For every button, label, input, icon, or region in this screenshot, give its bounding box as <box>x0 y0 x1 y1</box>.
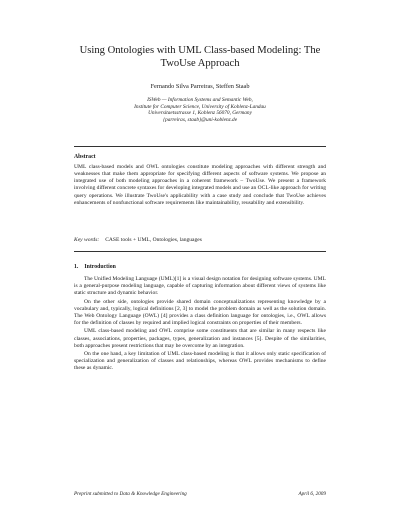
section-title: Introduction <box>84 264 116 270</box>
title-line-2: TwoUse Approach <box>160 58 240 69</box>
abstract-body <box>74 164 326 207</box>
keywords-label: Key words: <box>74 237 100 243</box>
affiliation-line: Universitaetsstrasse 1, Koblenz 56070, Germany <box>148 110 252 117</box>
affiliation-line: ISWeb — Information Systems and Semantic Web, <box>147 97 253 103</box>
section-number: 1. <box>74 264 79 270</box>
footer-submission-note: Preprint submitted to Data & Knowledge Engineering <box>74 491 187 497</box>
abstract-top-rule <box>74 146 326 147</box>
paragraph: UML class-based modeling and OWL comprise some constituents that are similar in many respects like classes, associations, properties, packages, types, generalization and instances [5]. Despite of the similarities, both approaches present restrictions that may be overcome by an integration. <box>74 328 326 349</box>
paragraph: On the other side, ontologies provide shared domain conceptualizations representing knowledge by a vocabulary and, typically, logical definitions [2, 3] to model the problem domain as well as the solution domain. The Web Ontology Language (OWL) [4] provides a class definition language for ontologies, i.e., OWL allows for the definition of classes by required and implied logical constraints on properties of their members. <box>74 298 326 327</box>
paper-title <box>60 44 340 70</box>
paragraph: On the one hand, a key limitation of UML class-based modeling is that it allows only static specification of specialization and generalization of classes and relationships, whereas OWL provides mechanisms to define these as dynamic. <box>74 350 326 372</box>
paragraph: The Unified Modeling Language (UML)[1] is a visual design notation for designing software systems. UML is a general-purpose modeling language, capable of capturing information about different views of systems like static structure and dynamic behavior. <box>74 276 326 297</box>
authors: Fernando Silva Parreiras, Steffen Staab <box>150 83 250 90</box>
introduction-body <box>74 276 326 373</box>
section-heading <box>74 264 116 270</box>
keywords <box>74 237 326 244</box>
affiliation-line: Institute for Computer Science, University of Koblenz-Landau <box>134 103 266 110</box>
footer-date: April 6, 2009 <box>298 491 326 497</box>
page-footer <box>74 491 326 497</box>
affiliation-email: {parreiras, staab}@uni-koblenz.de <box>162 116 238 123</box>
abstract-heading: Abstract <box>74 154 96 160</box>
keywords-text: CASE tools + UML, Ontologies, languages <box>105 237 202 243</box>
title-line-1: Using Ontologies with UML Class-based Modeling: The <box>79 45 321 56</box>
abstract-bottom-rule <box>74 251 326 252</box>
affiliation <box>60 97 340 123</box>
abstract-text: UML class-based models and OWL ontologies constitute modeling approaches with different strength and weaknesses that make them appropriate for specifying different aspects of software systems. We propose an integrated use of both modeling approaches in a coherent framework – TwoUse. We present a framework involving different concrete syntaxes for developing integrated models and use an OCL-like approach for writing query operations. We illustrate TwoUse's applicability with a case study and conclude that TwoUse achieves enhancements of nonfunctional software requirements like maintainability, reusability and extensibility. <box>74 164 326 206</box>
